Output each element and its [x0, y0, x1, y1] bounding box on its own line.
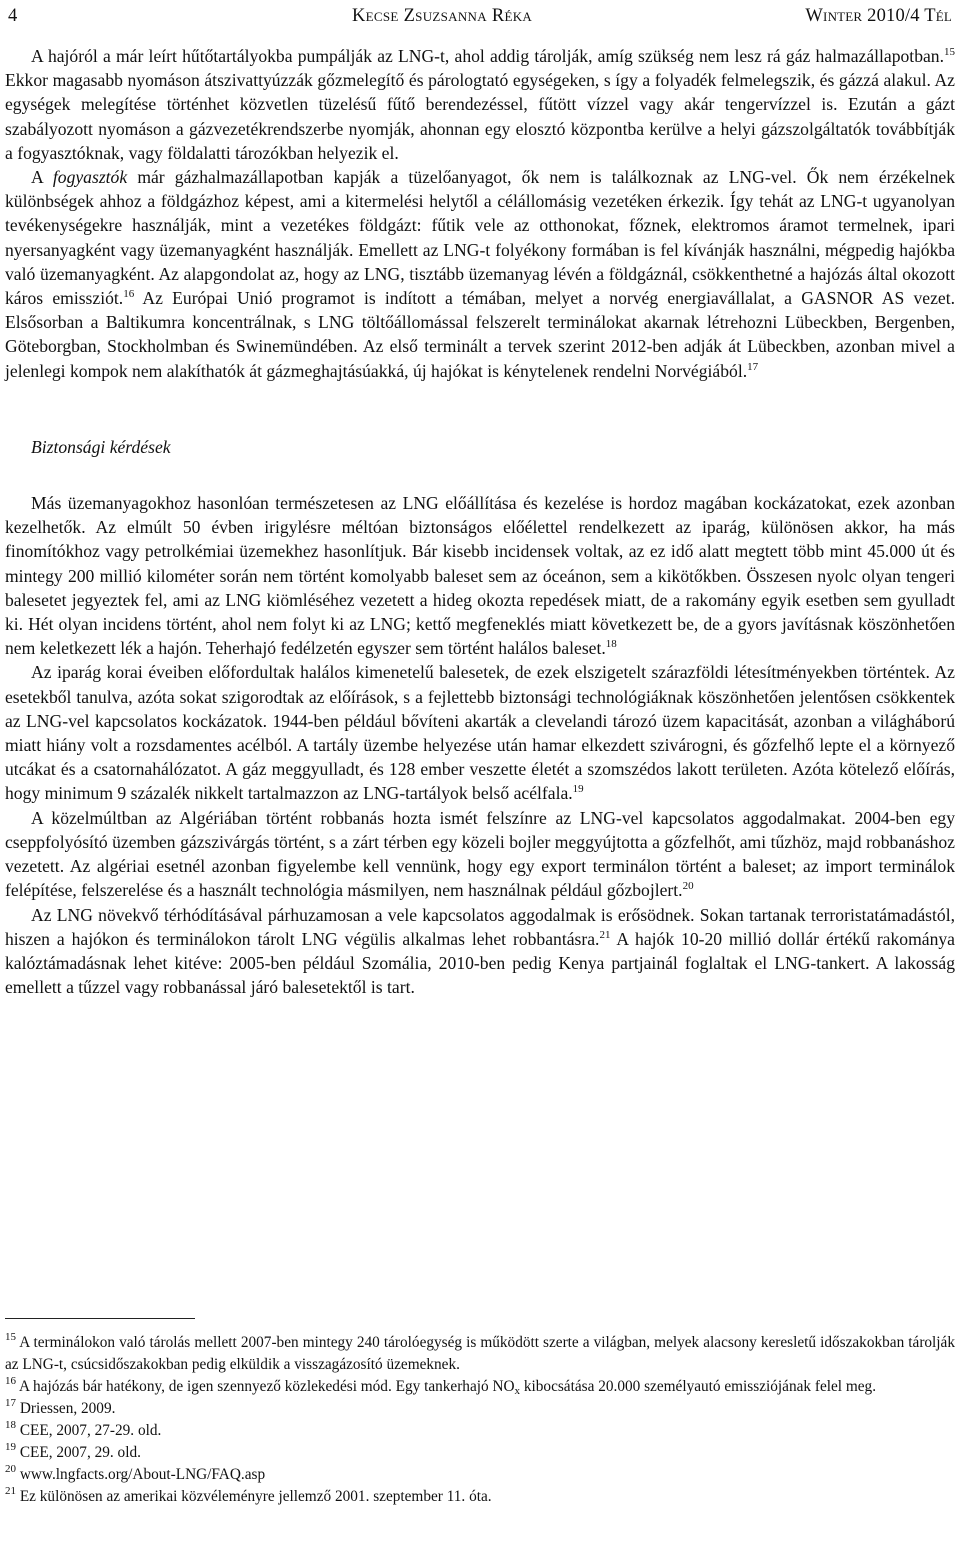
- page-number: 4: [8, 6, 18, 26]
- footnote-text: A terminálokon való tárolás mellett 2007-ben mintegy 240 tárolóegység is működött szerte a világban, melyek alacsony keresletű időszakokban tárolják az LNG-t, csúcsidőszakokban pedig elküldik a visszagázosító üzemeknek.: [5, 1334, 955, 1373]
- footnote-number: 20: [5, 1463, 16, 1475]
- footnote-19: [5, 1442, 955, 1464]
- footnote-21: [5, 1486, 955, 1508]
- emphasis-term: fogyasztók: [52, 167, 128, 188]
- footnote-text: kibocsátása 20.000 személyautó emissziójának felel meg.: [520, 1378, 877, 1395]
- paragraph-text: Ekkor magasabb nyomáson átszivattyúzzák gőzmelegítő és párologtató egységeken, s így a folyadék felmelegszik, és gázzá alakul. Az egységek melegítése történhet közvetlen tüzelésű fűtő berendezéssel, fűtött vízzel vagy akár tengervízzel is. Ezután a gázt szabályozott nyomáson a gázvezetékrendszerbe nyomják, ahonnan egy elosztó központba kerülve a helyi gázszolgáltatók továbbítják a fogyasztóknak, vagy földalatti tározókban helyezik el.: [5, 70, 955, 163]
- footnote-text: Driessen, 2009.: [16, 1400, 116, 1417]
- footnote-17: [5, 1398, 955, 1420]
- footnote-ref-19[interactable]: 19: [572, 783, 584, 796]
- footnote-18: [5, 1420, 955, 1442]
- header-issue: Winter 2010/4 Tél: [805, 6, 952, 26]
- footnote-ref-20[interactable]: 20: [682, 880, 694, 893]
- paragraph-text: Az LNG növekvő térhódításával párhuzamosan a vele kapcsolatos aggodalmak is erősödnek. Sokan tartanak terroristatámadástól, hiszen a hajókon és terminálokon tárolt LNG végülis alkalmas lehet robbantásra.: [5, 904, 955, 949]
- footnote-ref-21[interactable]: 21: [599, 928, 611, 941]
- footnote-link[interactable]: www.lngfacts.org/About-LNG/FAQ.asp: [16, 1466, 266, 1483]
- footnote-text: A hajózás bár hatékony, de igen szennyező közlekedési mód. Egy tankerhajó NO: [16, 1378, 515, 1395]
- footnote-number: 21: [5, 1485, 16, 1497]
- footnote-ref-17[interactable]: 17: [747, 360, 759, 373]
- footnote-text: CEE, 2007, 29. old.: [16, 1444, 141, 1461]
- section-heading: Biztonsági kérdések: [31, 436, 171, 457]
- paragraph-text: Az iparág korai éveiben előfordultak halálos kimenetelű balesetek, de ezek elszigetelt szárazföldi létesítményekben történtek. Az esetekből tanulva, azóta sokat szigorodtak az előírások, s a fejlettebb biztonsági technológiáknak köszönhetően jelentősen csökkentek az LNG-vel kapcsolatos kockázatok. 1944-ben például bővíteni akarták a clevelandi tározó üzem kapacitását, azonban a világháború miatt hiány volt a rozsdamentes acélból. A tartály üzembe helyezése után hamar elkezdett szivárogni, és gőzfelhő lepte el a környező utcákat és a csatornahálózatot. A gáz meggyulladt, és 128 ember veszette életét a szomszédos lakott területen. Azóta kötelező előírás, hogy minimum 9 százalék nikkelt tartalmazzon az LNG-tartályok belső acélfala.: [5, 662, 955, 804]
- paragraph-text: A hajók 10-20 millió dollár értékű rakománya kalóztámadásnak lehet kitéve: 2005-ben például Szomália, 2010-ben pedig Kenya partjainál foglaltak el LNG-tankert. A lakosság emellett a tűzzel vagy robbanással járó balesetektől is tart.: [5, 928, 955, 998]
- paragraph-text: már gázhalmazállapotban kapják a tüzelőanyagot, ők nem is találkoznak az LNG-vel. Ők nem érzékelnek különbségek ahhoz a földgázhoz képest, ami a kitermelési helytől a célállomásig vezetéken érkezik. Így tehát az LNG-t ugyanolyan tevékenységekre használják, mint a vezetékes földgázt: fűtik vele az otthonokat, főznek, elektromos áramot termelnek, ipari nyersanyagként vagy üzemanyagként használják. Emellett az LNG-t folyékony formában is fel kívánják használni, mégpedig hajókba való üzemanyagként. Az alapgondolat az, hogy az LNG, tisztább üzemanyag lévén a földgáznál, csökkenthetné a hajózás által okozott káros emissziót.: [5, 167, 956, 309]
- paragraph-terrorism: [5, 903, 955, 1000]
- paragraph-early-accidents: [5, 660, 955, 805]
- paragraph-text: A hajóról a már leírt hűtőtartályokba pumpálják az LNG-t, ahol addig tárolják, amíg szükség nem lesz rá gáz halmazállapotban.: [31, 46, 944, 66]
- paragraph-algeria: [5, 806, 955, 903]
- header-author: Kecse Zsuzsanna Réka: [352, 6, 533, 26]
- footnote-number: 16: [5, 1375, 16, 1387]
- footnote-ref-16[interactable]: 16: [123, 288, 135, 301]
- paragraph-storage: [5, 44, 955, 165]
- body-text: [5, 44, 955, 999]
- subscript: x: [514, 1385, 521, 1397]
- footnote-divider: [5, 1318, 195, 1319]
- footnote-ref-15[interactable]: 15: [944, 46, 955, 58]
- paragraph-text: Más üzemanyagokhoz hasonlóan természetesen az LNG előállítása és kezelése is hordoz magában kockázatokat, ezek azonban kezelhetők. Az elmúlt 50 évben irigylésre méltóan biztonságos előélettel rendelkezett az iparág, különösen akkor, ha más finomítókhoz vagy petrolkémiai üzemekhez hasonlítjuk. Bár kisebb incidensek voltak, az ez idő alatt megtett több mint 45.000 út és mintegy 200 millió kilométer során nem történt komolyabb baleset sem az óceánon, sem a kikötőkben. Összesen nyolc olyan tengeri balesetet jegyeztek fel, ami az LNG kiömléséhez vezetett a hideg okozta repedések miatt, de a rakomány egyik esetben sem gyulladt ki. Hét olyan incidens történt, ahol nem folyt ki az LNG; kettő megfeneklés miatt következett be, de a gyors javításnak köszönhetően nem keletkezett lék a hajón. Teherhajó fedélzetén egyszer sem történt halálos baleset.: [5, 493, 955, 659]
- footnote-20: [5, 1464, 955, 1486]
- footnote-number: 19: [5, 1441, 16, 1453]
- footnote-text: CEE, 2007, 27-29. old.: [16, 1422, 162, 1439]
- paragraph-risks: [5, 491, 955, 660]
- footnote-number: 17: [5, 1397, 16, 1409]
- paragraph-text: A: [31, 167, 53, 188]
- footnote-number: 18: [5, 1419, 16, 1431]
- footnote-number: 15: [5, 1331, 16, 1343]
- footnotes: [5, 1332, 955, 1508]
- footnote-text: Ez különösen az amerikai közvéleményre jellemző 2001. szeptember 11. óta.: [16, 1488, 492, 1505]
- running-header: [8, 3, 952, 29]
- footnote-16: [5, 1376, 955, 1398]
- paragraph-consumers: [5, 165, 955, 383]
- paragraph-text: A közelmúltban az Algériában történt robbanás hozta ismét felszínre az LNG-vel kapcsolatos aggodalmakat. 2004-ben egy cseppfolyósító üzemben gázszivárgás történt, s a zárt térben egy közeli bojler meggyújtotta a gőzfelhőt, ami tűzhöz, majd robbanáshoz vezetett. Az algériai esetnél azonban figyelembe kell vennünk, hogy egy export terminálon történt a baleset; az import terminálok felépítése, felszerelése és a használt technológia másmilyen, nem használnak például gőzbojlert.: [5, 807, 955, 901]
- footnote-15: [5, 1332, 955, 1376]
- paragraph-text: Az Európai Unió programot is indított a témában, melyet a norvég energiavállalat, a GASNOR AS vezet. Elsősorban a Baltikumra koncentrálnak, s LNG töltőállomással felszerelt terminálokat akarnak létrehozni Lübeckben, Bergenben, Göteborgban, Stockholmban és Swinemündében. Az első terminált a tervek szerint 2012-ben adják át Lübeckben, azonban mivel a jelenlegi kompok nem alakíthatók át gázmeghajtásúakká, új hajókat is kénytelenek rendelni Norvégiából.: [5, 288, 955, 381]
- footnote-ref-18[interactable]: 18: [605, 638, 617, 651]
